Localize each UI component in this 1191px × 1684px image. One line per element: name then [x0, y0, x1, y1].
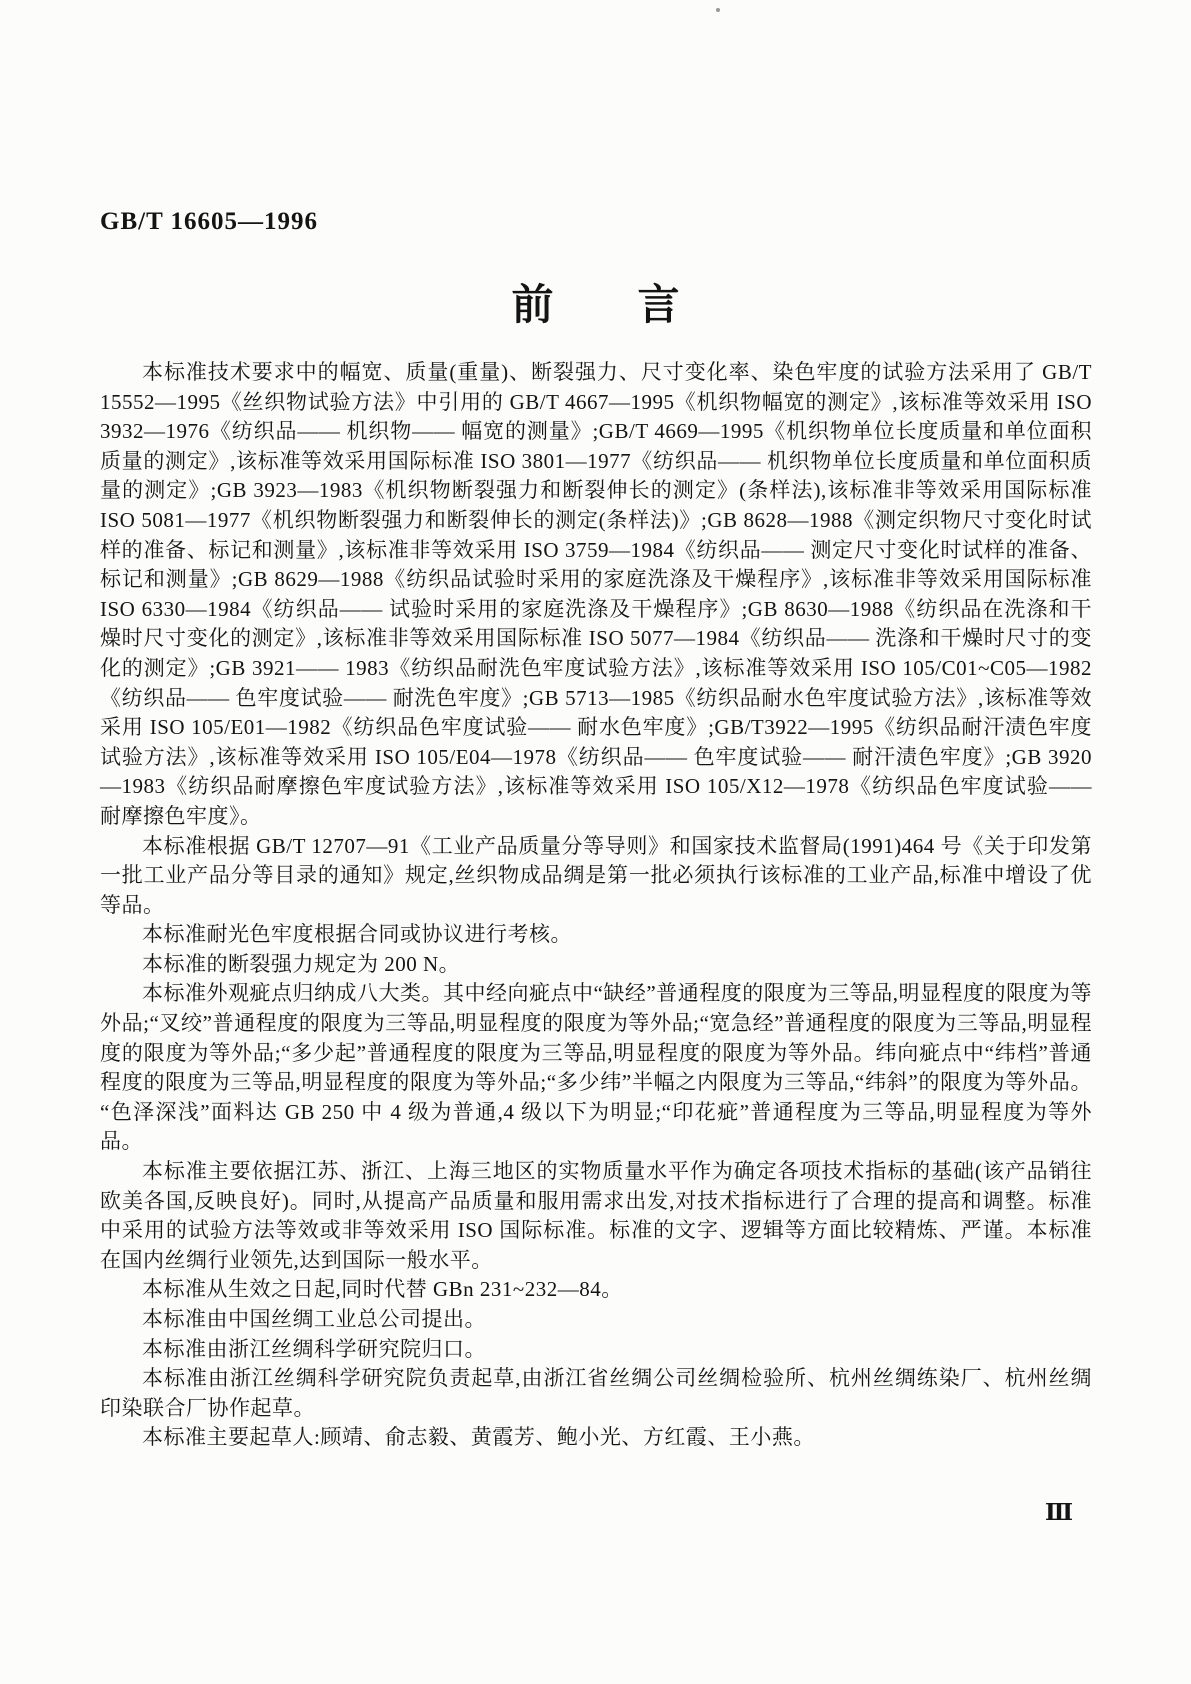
scan-artifact-dot — [716, 8, 720, 12]
foreword-paragraph: 本标准由浙江丝绸科学研究院归口。 — [142, 1336, 486, 1361]
page-number: Ⅲ — [1044, 1500, 1073, 1525]
foreword-paragraph: 本标准技术要求中的幅宽、质量(重量)、断裂强力、尺寸变化率、染色牢度的试验方法采用了 GB/T 15552—1995《丝织物试验方法》中引用的 GB/T 4667—1995《机织物幅宽的测定》,该标准等效采用 ISO 3932—1976《纺织品—— 机织物—— 幅宽的测量》;GB/T 4669—1995《机织物单位长度质量和单位面积质量的测定》,该标准等效采用国际标准 ISO 3801—1977《纺织品—— 机织物单位长度质量和单位面积质量的测定》;GB 3923—1983《机织物断裂强力和断裂伸长的测定》(条样法),该标准非等效采用国际标准 ISO 5081—1977《机织物断裂强力和断裂伸长的测定(条样法)》;GB 8628—1988《测定织物尺寸变化时试样的准备、标记和测量》,该标准非等效采用 ISO 3759—1984《纺织品—— 测定尺寸变化时试样的准备、标记和测量》;GB 8629—1988《纺织品试验时采用的家庭洗涤及干燥程序》,该标准非等效采用国际标准 ISO 6330—1984《纺织品—— 试验时采用的家庭洗涤及干燥程序》;GB 8630—1988《纺织品在洗涤和干燥时尺寸变化的测定》,该标准非等效采用国际标准 ISO 5077—1984《纺织品—— 洗涤和干燥时尺寸的变化的测定》;GB 3921—— 1983《纺织品耐洗色牢度试验方法》,该标准等效采用 ISO 105/C01~C05—1982《纺织品—— 色牢度试验—— 耐洗色牢度》;GB 5713—1985《纺织品耐水色牢度试验方法》,该标准等效采用 ISO 105/E01—1982《纺织品色牢度试验—— 耐水色牢度》;GB/T3922—1995《纺织品耐汗渍色牢度试验方法》,该标准等效采用 ISO 105/E04—1978《纺织品—— 色牢度试验—— 耐汗渍色牢度》;GB 3920—1983《纺织品耐摩擦色牢度试验方法》,该标准等效采用 ISO 105/X12—1978《纺织品色牢度试验—— 耐摩擦色牢度》。 — [100, 360, 1092, 828]
foreword-paragraph: 本标准耐光色牢度根据合同或协议进行考核。 — [142, 922, 572, 947]
standard-number: GB/T 16605—1996 — [100, 208, 319, 235]
page-title: 前 言 — [511, 283, 680, 329]
foreword-paragraph: 本标准由中国丝绸工业总公司提出。 — [142, 1307, 486, 1331]
foreword-paragraph: 本标准由浙江丝绸科学研究院负责起草,由浙江省丝绸公司丝绸检验所、杭州丝绸练染厂、杭州丝绸印染联合厂协作起草。 — [100, 1366, 1092, 1420]
foreword-paragraph: 本标准外观疵点归纳成八大类。其中经向疵点中“缺经”普通程度的限度为三等品,明显程度的限度为等外品;“叉绞”普通程度的限度为三等品,明显程度的限度为等外品;“宽急经”普通程度的限度为三等品,明显程度的限度为等外品;“多少起”普通程度的限度为三等品,明显程度的限度为等外品。纬向疵点中“纬档”普通程度的限度为三等品,明显程度的限度为等外品;“多少纬”半幅之内限度为三等品,“纬斜”的限度为等外品。“色泽深浅”面料达 GB 250 中 4 级为普通,4 级以下为明显;“印花疵”普通程度为三等品,明显程度为等外品。 — [100, 981, 1092, 1154]
foreword-paragraph: 本标准主要起草人:顾靖、俞志毅、黄霞芳、鲍小光、方红霞、王小燕。 — [142, 1425, 815, 1450]
foreword-paragraph: 本标准主要依据江苏、浙江、上海三地区的实物质量水平作为确定各项技术指标的基础(该产品销往欧美各国,反映良好)。同时,从提高产品质量和服用需求出发,对技术指标进行了合理的提高和调整。标准中采用的试验方法等效或非等效采用 ISO 国际标准。标准的文字、逻辑等方面比较精炼、严谨。本标准在国内丝绸行业领先,达到国际一般水平。 — [100, 1159, 1092, 1272]
foreword-paragraph: 本标准的断裂强力规定为 200 N。 — [142, 951, 461, 976]
foreword-body — [100, 358, 1092, 1453]
foreword-paragraph: 本标准根据 GB/T 12707—91《工业产品质量分等导则》和国家技术监督局(1991)464 号《关于印发第一批工业产品分等目录的通知》规定,丝织物成品绸是第一批必须执行该标准的工业产品,标准中增设了优等品。 — [100, 833, 1092, 917]
foreword-paragraph: 本标准从生效之日起,同时代替 GBn 231~232—84。 — [142, 1277, 623, 1302]
